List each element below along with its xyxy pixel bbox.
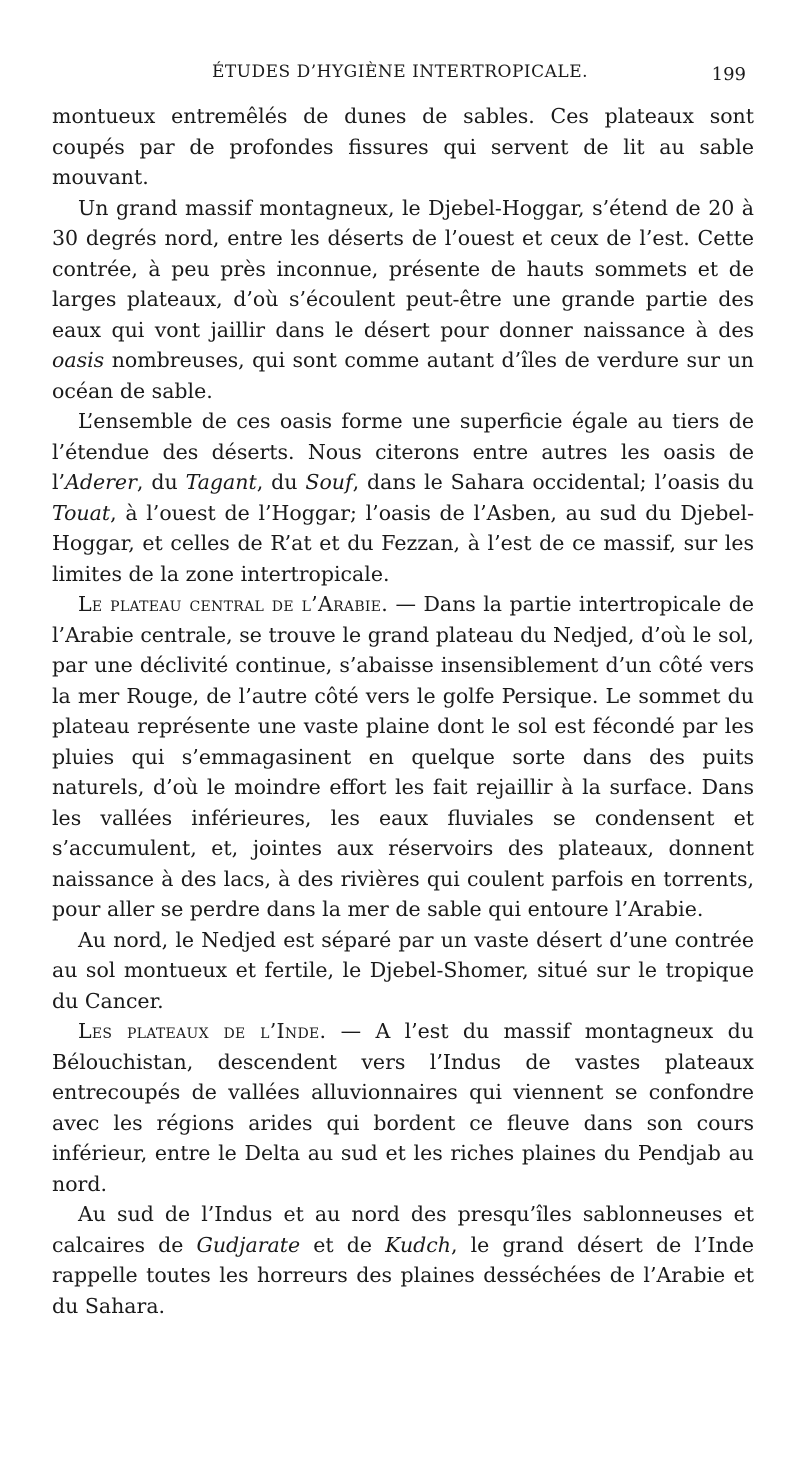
term-aderer: Aderer <box>65 470 137 494</box>
section-heading-arabie: Le plateau central de l’Arabie. <box>78 592 389 616</box>
paragraph-7-text-b: et de <box>300 1232 386 1257</box>
paragraph-3 <box>52 406 754 589</box>
paragraph-2-text-b: nombreuses, qui sont comme autant d’îles de verdure sur un océan de sable. <box>52 348 754 403</box>
page-header <box>0 62 800 92</box>
term-gudjarate: Gudjarate <box>196 1232 301 1257</box>
paragraph-4-text: — Dans la partie intertropicale de l’Arabie centrale, se trouve le grand plateau du Nedjed, d’où le sol, par une déclivité continue, s’abaisse insensiblement d’un côté vers la mer Rouge, de l’autre côté vers le golfe Persique. Le sommet du plateau représente une vaste plaine dont le sol est fécondé par les pluies qui s’emmagasinent en quelque sorte dans des puits naturels, d’où le moindre effort les fait rejaillir à la surface. Dans les vallées inférieures, les eaux fluviales se condensent et s’accumulent, et, jointes aux réservoirs des plateaux, donnent naissance à des lacs, à des rivières qui coulent parfois en torrents, pour aller se perdre dans la mer de sable qui entoure l’Arabie. <box>52 592 754 921</box>
paragraph-7-text-a: Au sud de l’Indus et au nord des presqu’îles sablonneuses et calcaires de <box>52 1202 754 1257</box>
paragraph-3-text-a: L’ensemble de ces oasis forme une superficie égale au tiers de l’étendue des déserts. Nous citerons entre autres les oasis de l’ <box>52 409 754 494</box>
paragraph-3-text-c: , du <box>256 470 306 494</box>
paragraph-4 <box>52 589 754 925</box>
paragraph-1 <box>52 101 754 193</box>
paragraph-6-text: — A l’est du massif montagneux du Bélouchistan, descendent vers l’Indus de vastes plateaux entrecoupés de vallées alluvionnaires qui viennent se confondre avec les régions arides qui bordent ce fleuve dans son cours inférieur, entre le Delta au sud et les riches plaines du Pendjab au nord. <box>52 1019 754 1196</box>
term-kudch: Kudch <box>385 1232 451 1257</box>
paragraph-5-text: Au nord, le Nedjed est séparé par un vaste désert d’une contrée au sol montueux et fertile, le Djebel-Shomer, situé sur le tropique du Cancer. <box>52 927 754 1013</box>
term-oasis: oasis <box>52 348 105 372</box>
paragraph-6 <box>52 1016 754 1199</box>
running-title: ÉTUDES D’HYGIÈNE INTERTROPICALE. <box>211 62 589 82</box>
term-tagant: Tagant <box>185 470 257 494</box>
paragraph-2 <box>52 193 754 407</box>
paragraph-3-text-d: , dans le Sahara occidental; l’oasis du <box>352 470 754 494</box>
paragraph-3-text-e: , à l’ouest de l’Hoggar; l’oasis de l’Asben, au sud du Djebel-Hoggar, et celles de R’at et du Fezzan, à l’est de ce massif, sur les limites de la zone intertropicale. <box>52 500 754 586</box>
paragraph-2-text-a: Un grand massif montagneux, le Djebel-Hoggar, s’étend de 20 à 30 degrés nord, entre les déserts de l’ouest et ceux de l’est. Cette contrée, à peu près inconnue, présente de hauts sommets et de larges plateaux, d’où s’écoulent peut-être une grande partie des eaux qui vont jaillir dans le désert pour donner naissance à des <box>52 195 754 342</box>
term-touat: Touat <box>52 500 111 525</box>
paragraph-3-text-b: , du <box>136 470 186 494</box>
paragraph-7 <box>52 1199 754 1321</box>
page-number: 199 <box>711 64 746 85</box>
paragraph-1-text: montueux entremêlés de dunes de sables. Ces plateaux sont coupés par de profondes fissures qui servent de lit au sable mouvant. <box>52 104 754 189</box>
body-text <box>52 101 754 1321</box>
paragraph-5 <box>52 925 754 1017</box>
term-souf: Souf <box>305 470 353 494</box>
section-heading-inde: Les plateaux de l’Inde. <box>78 1019 327 1043</box>
paragraph-7-text-c: , le grand désert de l’Inde rappelle toutes les horreurs des plaines desséchées de l’Arabie et du Sahara. <box>52 1232 754 1318</box>
